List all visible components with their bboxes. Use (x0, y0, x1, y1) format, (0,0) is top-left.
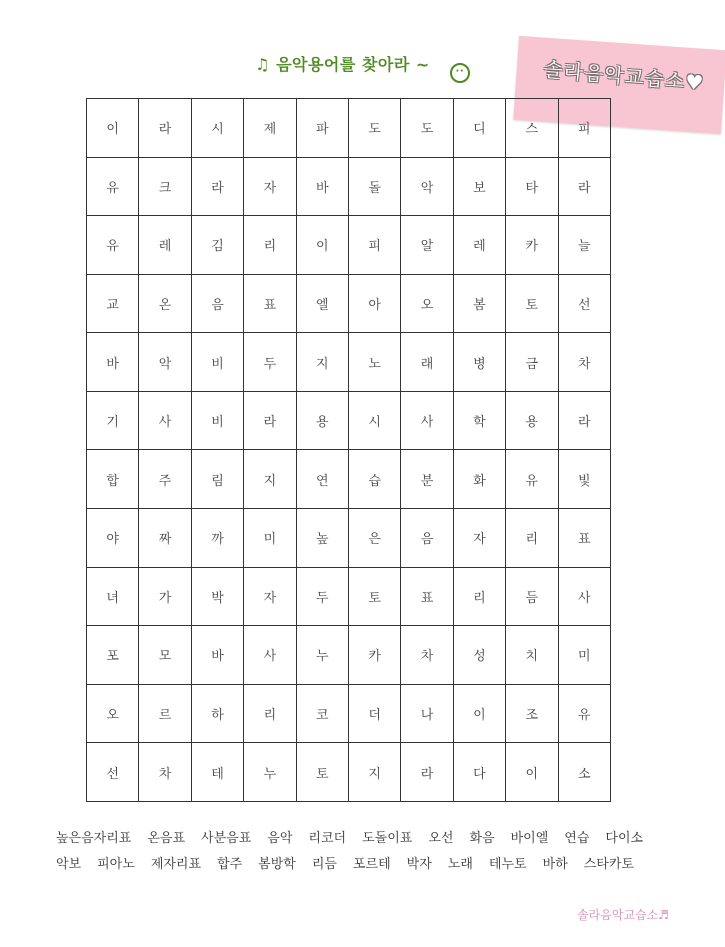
word-item: 바이엘 (510, 831, 549, 846)
grid-cell: 야 (87, 509, 139, 568)
grid-cell: 자 (244, 157, 296, 216)
grid-cell: 돌 (348, 157, 400, 216)
word-item: 바하 (542, 857, 568, 872)
word-item: 포르테 (352, 857, 391, 872)
grid-row (87, 157, 611, 216)
grid-cell: 누 (296, 626, 348, 685)
word-item: 온음표 (147, 831, 186, 846)
grid-cell: 봄 (453, 274, 505, 333)
grid-cell: 온 (139, 274, 191, 333)
grid-row (87, 450, 611, 509)
grid-cell: 사 (401, 391, 453, 450)
grid-cell: 차 (401, 626, 453, 685)
grid-cell: 교 (87, 274, 139, 333)
grid-cell: 라 (139, 99, 191, 158)
grid-cell: 짜 (139, 509, 191, 568)
grid-cell: 더 (348, 684, 400, 743)
grid-cell: 라 (558, 391, 610, 450)
grid-cell: 바 (191, 626, 243, 685)
grid-cell: 리 (506, 509, 558, 568)
grid-cell: 카 (506, 216, 558, 275)
grid-cell: 늘 (558, 216, 610, 275)
word-search-grid (86, 98, 611, 802)
grid-row (87, 274, 611, 333)
grid-cell: 사 (139, 391, 191, 450)
grid-cell: 르 (139, 684, 191, 743)
grid-cell: 나 (401, 684, 453, 743)
grid-cell: 아 (348, 274, 400, 333)
grid-cell: 선 (558, 274, 610, 333)
grid-cell: 래 (401, 333, 453, 392)
grid-cell: 엘 (296, 274, 348, 333)
grid-row (87, 216, 611, 275)
grid-cell: 성 (453, 626, 505, 685)
grid-cell: 소 (558, 743, 610, 802)
grid-cell: 코 (296, 684, 348, 743)
grid-cell: 음 (191, 274, 243, 333)
grid-cell: 김 (191, 216, 243, 275)
word-item: 오선 (428, 831, 454, 846)
grid-cell: 포 (87, 626, 139, 685)
grid-cell: 테 (191, 743, 243, 802)
grid-cell: 까 (191, 509, 243, 568)
grid-cell: 알 (401, 216, 453, 275)
grid-cell: 악 (401, 157, 453, 216)
grid-cell: 모 (139, 626, 191, 685)
grid-cell: 리 (244, 216, 296, 275)
grid-cell: 누 (244, 743, 296, 802)
word-item: 리코더 (308, 831, 347, 846)
grid-cell: 음 (401, 509, 453, 568)
grid-row (87, 567, 611, 626)
grid-cell: 시 (348, 391, 400, 450)
word-item: 악보 (56, 857, 82, 872)
grid-cell: 유 (87, 157, 139, 216)
word-item: 합주 (217, 857, 243, 872)
grid-cell: 오 (87, 684, 139, 743)
word-item: 봄방학 (258, 857, 296, 872)
grid-cell: 차 (139, 743, 191, 802)
grid-cell: 토 (506, 274, 558, 333)
word-item: 다이소 (605, 831, 644, 846)
grid-cell: 타 (506, 157, 558, 216)
grid-cell: 표 (244, 274, 296, 333)
grid-cell: 두 (296, 567, 348, 626)
grid-cell: 시 (191, 99, 243, 158)
grid-cell: 빛 (558, 450, 610, 509)
grid-cell: 오 (401, 274, 453, 333)
grid-row (87, 391, 611, 450)
grid-row (87, 99, 611, 158)
grid-cell: 리 (244, 684, 296, 743)
grid-cell: 피 (348, 216, 400, 275)
grid-cell: 이 (87, 99, 139, 158)
grid-cell: 바 (296, 157, 348, 216)
word-list (56, 826, 696, 878)
grid-cell: 높 (296, 509, 348, 568)
word-item: 도돌이표 (362, 831, 413, 846)
grid-cell: 악 (139, 333, 191, 392)
grid-cell: 라 (401, 743, 453, 802)
grid-row (87, 743, 611, 802)
grid-cell: 라 (191, 157, 243, 216)
footer-credit: 솔라음악교습소♬ (577, 908, 669, 922)
grid-cell: 미 (558, 626, 610, 685)
grid-cell: 합 (87, 450, 139, 509)
grid-cell: 노 (348, 333, 400, 392)
stamp-text: 솔라음악교습소 (542, 57, 687, 94)
grid-cell: 비 (191, 391, 243, 450)
grid-cell: 가 (139, 567, 191, 626)
grid-cell: 선 (87, 743, 139, 802)
grid-cell: 듬 (506, 567, 558, 626)
grid-cell: 레 (139, 216, 191, 275)
grid-cell: 라 (558, 157, 610, 216)
grid-cell: 하 (191, 684, 243, 743)
grid-row (87, 626, 611, 685)
grid-cell: 지 (296, 333, 348, 392)
word-item: 높은음자리표 (56, 831, 132, 846)
word-item: 리듬 (311, 857, 337, 872)
word-item: 화음 (469, 831, 495, 846)
grid-cell: 라 (244, 391, 296, 450)
word-item: 사분음표 (201, 831, 252, 846)
grid-cell: 두 (244, 333, 296, 392)
grid-cell: 피 (558, 99, 610, 158)
grid-cell: 유 (87, 216, 139, 275)
word-item: 피아노 (97, 857, 135, 872)
grid-cell: 습 (348, 450, 400, 509)
grid-cell: 자 (244, 567, 296, 626)
grid-cell: 용 (506, 391, 558, 450)
grid-cell: 화 (453, 450, 505, 509)
heart-icon: ♥ (684, 69, 706, 95)
grid-cell: 제 (244, 99, 296, 158)
grid-cell: 도 (401, 99, 453, 158)
grid-cell: 스 (506, 99, 558, 158)
music-note-icon: ♫ (255, 55, 270, 74)
grid-cell: 연 (296, 450, 348, 509)
word-item: 박자 (406, 857, 432, 872)
grid-cell: 병 (453, 333, 505, 392)
grid-row (87, 684, 611, 743)
grid-cell: 치 (506, 626, 558, 685)
grid-cell: 자 (453, 509, 505, 568)
word-item: 노래 (447, 857, 473, 872)
grid-cell: 비 (191, 333, 243, 392)
word-item: 연습 (564, 831, 590, 846)
grid-cell: 차 (558, 333, 610, 392)
grid-cell: 파 (296, 99, 348, 158)
grid-cell: 림 (191, 450, 243, 509)
grid-cell: 기 (87, 391, 139, 450)
grid-cell: 녀 (87, 567, 139, 626)
grid-cell: 레 (453, 216, 505, 275)
grid-cell: 이 (506, 743, 558, 802)
grid-cell: 토 (296, 743, 348, 802)
grid-cell: 크 (139, 157, 191, 216)
grid-cell: 은 (348, 509, 400, 568)
grid-cell: 주 (139, 450, 191, 509)
grid-cell: 유 (506, 450, 558, 509)
grid-cell: 학 (453, 391, 505, 450)
grid-cell: 유 (558, 684, 610, 743)
grid-cell: 카 (348, 626, 400, 685)
grid-cell: 표 (401, 567, 453, 626)
word-item: 테누토 (488, 857, 527, 872)
word-item: 제자리표 (150, 857, 202, 872)
grid-cell: 디 (453, 99, 505, 158)
grid-cell: 금 (506, 333, 558, 392)
grid-cell: 조 (506, 684, 558, 743)
grid-cell: 다 (453, 743, 505, 802)
smiley-face-icon: ·· (450, 63, 470, 83)
grid-cell: 리 (453, 567, 505, 626)
grid-cell: 미 (244, 509, 296, 568)
grid-cell: 이 (296, 216, 348, 275)
grid-cell: 이 (453, 684, 505, 743)
grid-cell: 도 (348, 99, 400, 158)
grid-cell: 보 (453, 157, 505, 216)
word-item: 스타카토 (583, 857, 634, 872)
grid-cell: 바 (87, 333, 139, 392)
grid-cell: 지 (244, 450, 296, 509)
grid-cell: 표 (558, 509, 610, 568)
grid-row (87, 333, 611, 392)
grid-cell: 지 (348, 743, 400, 802)
grid-cell: 사 (558, 567, 610, 626)
grid-cell: 사 (244, 626, 296, 685)
grid-cell: 용 (296, 391, 348, 450)
title-text: 음악용어를 찾아라 ~ (276, 55, 430, 74)
grid-cell: 분 (401, 450, 453, 509)
grid-row (87, 509, 611, 568)
word-item: 음악 (267, 831, 293, 846)
grid-cell: 토 (348, 567, 400, 626)
grid-cell: 박 (191, 567, 243, 626)
